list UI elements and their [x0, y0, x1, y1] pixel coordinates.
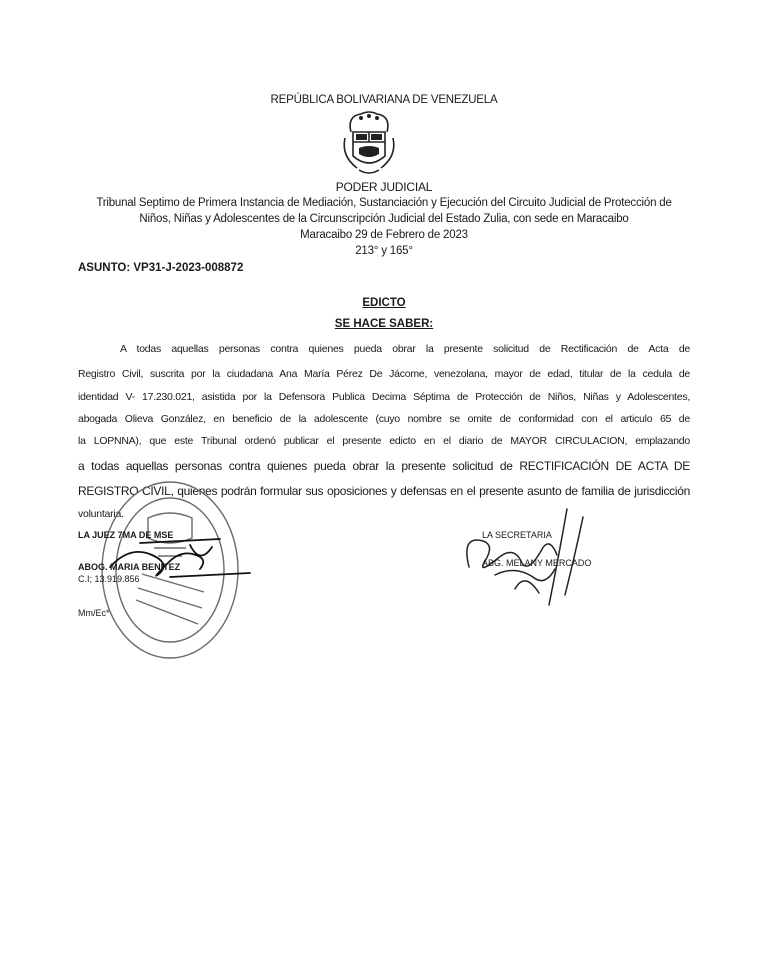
body-line-8: voluntaria.: [78, 508, 124, 520]
secretary-title: LA SECRETARIA: [482, 530, 552, 540]
judge-title: LA JUEZ 7MA DE MSE: [78, 530, 174, 540]
poder-judicial-heading: PODER JUDICIAL: [335, 180, 433, 194]
body-line-2: Registro Civil, suscrita por la ciudadana Ana María Pérez De Jácome, venezolana, mayor de edad, titular de la cedula de: [78, 368, 690, 380]
body-line-5: la LOPNNA), que este Tribunal ordenó publicar el presente edicto en el diario de MAYOR CIRCULACION, emplazando: [78, 435, 690, 447]
years-line: 213° y 165°: [355, 245, 413, 257]
coat-of-arms-icon: [339, 110, 399, 178]
body-line-4: abogada Olieva González, en beneficio de la adolescente (cuyo nombre se omite de conformidad con el articulo 65 de: [78, 413, 690, 425]
place-date: Maracaibo 29 de Febrero de 2023: [300, 229, 468, 241]
typist-initials: Mm/Ec*: [78, 608, 110, 618]
tribunal-line-2: Niños, Niñas y Adolescentes de la Circunscripción Judicial del Estado Zulia, con sede en Maracaibo: [139, 213, 629, 225]
republic-heading: REPÚBLICA BOLIVARIANA DE VENEZUELA: [270, 94, 498, 106]
body-line-6: a todas aquellas personas contra quienes pueda obrar la presente solicitud de RECTIFICACIÓN DE ACTA DE: [78, 459, 690, 473]
body-line-3: identidad V- 17.230.021, asistida por la Defensora Publica Decima Séptima de Protección de Niños, Niñas y Adolescentes,: [78, 391, 690, 403]
edicto-title: EDICTO: [362, 297, 406, 309]
body-line-7: REGISTRO CIVIL, quienes podrán formular sus oposiciones y defensas en el presente asunto de familia de jurisdicción: [78, 484, 690, 498]
judge-id-number: C.I; 13.919.856: [78, 574, 140, 584]
secretary-name: ABG. MELANY MERCADO: [482, 558, 592, 568]
tribunal-line-1: Tribunal Septimo de Primera Instancia de Mediación, Sustanciación y Ejecución del Circuito Judicial de Protección de: [96, 197, 672, 209]
case-number: ASUNTO: VP31-J-2023-008872: [78, 262, 244, 274]
body-line-1: A todas aquellas personas contra quienes pueda obrar la presente solicitud de Rectificación de Acta de: [120, 343, 690, 355]
judge-name: ABOG. MARIA BENITEZ: [78, 562, 181, 572]
hace-saber-title: SE HACE SABER:: [334, 318, 434, 330]
